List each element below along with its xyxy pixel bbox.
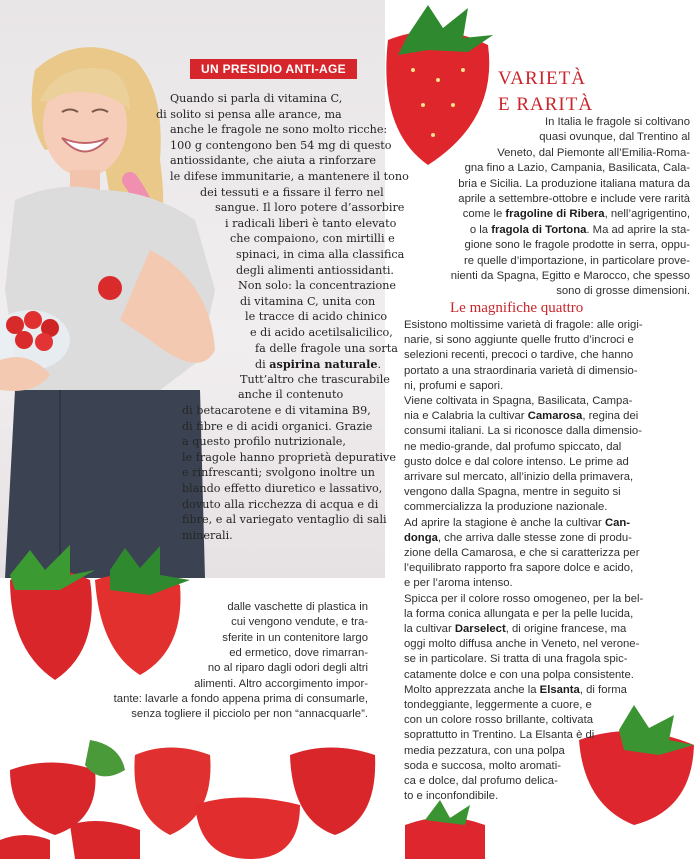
text-run: di solito si pensa alle arance, ma — [156, 107, 342, 121]
text-run: Molto apprezzata anche la — [404, 683, 540, 696]
intro-line — [470, 224, 690, 236]
text-run: i radicali liberi è tanto elevato — [225, 216, 397, 230]
text-run: ni, profumi e sapori. — [404, 379, 504, 392]
body-right-line — [404, 501, 607, 513]
left-column-line — [182, 529, 233, 542]
text-run: catamente dolce e con una polpa consistente. — [404, 668, 634, 681]
text-run: Tutt’altro che trascurabile — [240, 372, 390, 386]
text-run: , che arriva dalle stesse zone di produ- — [437, 531, 632, 544]
bold-term: Darselect — [454, 623, 506, 635]
left-column-line — [170, 123, 387, 136]
body-right-line — [404, 577, 513, 589]
text-run: la cultivar — [404, 623, 455, 635]
text-run: sferite in un contenitore largo — [222, 631, 368, 644]
title-line-1: VARIETÀ — [498, 68, 586, 89]
left-column-line — [182, 420, 372, 433]
text-run: se in particolare. Si tratta di una fragola spic- — [404, 653, 628, 666]
left-column-line — [170, 170, 409, 183]
title-line-2: E RARITÀ — [498, 94, 594, 115]
text-run: Esistono moltissime varietà di fragole: alle origi- — [404, 319, 643, 331]
text-run: gione sono le fragole prodotte in serra, oppu- — [464, 239, 690, 252]
text-run: commercializza la produzione nazionale. — [404, 501, 608, 514]
text-run: Veneto, dal Piemonte all’Emilia-Roma- — [497, 146, 690, 159]
left-column-line — [215, 201, 404, 214]
bold-term: Camarosa — [527, 410, 583, 423]
body-right-line — [404, 425, 642, 437]
text-run: di fibre e di acidi organici. Grazie — [182, 419, 373, 433]
body-right-line — [404, 547, 639, 559]
body-right-line — [404, 699, 592, 711]
body-right-line — [404, 380, 503, 392]
text-run: Ad aprire la stagione è anche la cultivar — [404, 516, 605, 529]
bottom-left-line — [222, 632, 368, 644]
body-right-line — [404, 593, 643, 605]
left-column-line — [240, 373, 390, 386]
left-column-line — [255, 342, 398, 355]
intro-line — [458, 178, 690, 190]
bottom-left-line — [227, 601, 368, 613]
left-column-line — [236, 248, 404, 261]
text-run: no al riparo dagli odori degli altri — [207, 662, 368, 675]
text-run: le difese immunitarie, a mantenere il tono — [170, 170, 409, 183]
intro-line — [463, 208, 690, 220]
body-right-line — [404, 760, 561, 772]
body-right-line — [404, 745, 565, 757]
body-right-line — [404, 319, 643, 331]
text-run: , regina dei — [582, 410, 639, 423]
text-run: anche il contenuto — [238, 388, 344, 402]
body-right-line — [404, 669, 634, 681]
body-right-line — [404, 349, 633, 361]
body-right-line — [404, 395, 632, 407]
body-right-line — [404, 471, 633, 483]
left-column-line — [182, 435, 346, 448]
left-column-line — [182, 513, 387, 526]
bold-term: donga — [404, 531, 438, 544]
text-run: e di acido acetilsalicilico, — [250, 326, 393, 339]
text-run: di betacarotene e di vitamina B9, — [182, 404, 371, 417]
text-run: re quelle d’importazione, in particolare prove- — [463, 254, 690, 267]
text-run: ed ermetico, dove rimarran- — [229, 646, 368, 659]
bottom-left-line — [208, 662, 368, 674]
text-run: Quando si parla di vitamina C, — [170, 92, 343, 105]
text-run: dei tessuti e a fissare il ferro nel — [200, 185, 384, 199]
left-column-line — [156, 108, 342, 121]
text-run: la forma conica allungata e per la pelle lucida, — [404, 607, 634, 620]
text-run: arrivare sul mercato, all’inizio della primavera, — [404, 471, 634, 483]
text-run: le tracce di acido chinico — [245, 310, 388, 324]
left-column-line — [170, 154, 376, 167]
body-right-line — [404, 441, 621, 453]
intro-line — [497, 147, 690, 159]
text-run: dovuto alla ricchezza di acqua e di — [182, 497, 379, 511]
intro-line — [465, 239, 690, 251]
text-run: fibre, e al variegato ventaglio di sali — [182, 513, 387, 527]
text-run: tante: lavarle a fondo appena prima di consumarle, — [113, 692, 368, 705]
left-column-line — [182, 498, 378, 511]
body-right-line — [404, 729, 594, 741]
text-run: quasi ovunque, dal Trentino al — [539, 131, 690, 144]
text-run: nienti da Spagna, Egitto e Marocco, che spesso — [450, 270, 690, 282]
intro-line — [458, 193, 690, 205]
body-right-line — [404, 562, 633, 574]
text-run: a questo profilo nutrizionale, — [182, 435, 346, 449]
text-run: minerali. — [182, 528, 233, 542]
text-run: bria e Sicilia. La produzione italiana matura da — [458, 177, 690, 190]
text-run: 100 g contengono ben 54 mg di questo — [170, 138, 392, 152]
bold-term: aspirina naturale — [269, 357, 378, 372]
text-run: spinaci, in cima alla classifica — [236, 248, 405, 261]
text-run: zione della Camarosa, e che si caratterizza per — [404, 547, 640, 559]
text-run: alimenti. Altro accorgimento impor- — [194, 677, 368, 690]
left-column-line — [238, 279, 396, 292]
intro-line — [545, 116, 690, 128]
intro-line — [451, 270, 690, 282]
body-right-line — [404, 684, 627, 696]
text-run: senza togliere il picciolo per non “annacquarle”. — [131, 708, 368, 721]
body-right-line — [404, 623, 626, 635]
left-column-line — [182, 451, 396, 464]
text-run: cui vengono vendute, e tra- — [231, 616, 368, 629]
left-column-line — [250, 326, 393, 339]
left-column-line — [230, 232, 395, 245]
left-column-line — [225, 217, 396, 230]
text-run: Spicca per il colore rosso omogeneo, per la bel- — [404, 592, 644, 605]
text-run: . Ma ad aprire la sta- — [586, 223, 690, 236]
body-right-line — [404, 334, 634, 346]
text-run: , nell’agrigentino, — [604, 208, 690, 221]
text-run: soda e succosa, molto aromati- — [404, 759, 561, 772]
text-run: tondeggiante, leggermente a cuore, e — [404, 699, 592, 711]
text-run: Non solo: la concentrazione — [238, 279, 397, 293]
text-run: anche le fragole ne sono molto ricche: — [170, 123, 388, 137]
text-run: antiossidante, che aiuta a rinforzare — [170, 154, 376, 168]
body-right-line — [404, 608, 633, 620]
left-column-line — [182, 466, 375, 479]
text-run: aprile a settembre-ottobre e include vere rarità — [458, 193, 690, 205]
text-run: e per l’aroma intenso. — [404, 577, 513, 590]
text-run: portato a una straordinaria varietà di dimensio- — [404, 364, 638, 377]
text-run: , di forma — [579, 683, 627, 696]
left-column-line — [255, 357, 381, 371]
text-run: dalle vaschette di plastica in — [227, 601, 368, 613]
left-column-line — [182, 404, 371, 417]
left-column-line — [170, 92, 342, 105]
text-run: con un colore rosso brillante, coltivata — [404, 714, 594, 727]
body-right-line — [404, 365, 638, 377]
body-right-line — [404, 653, 628, 665]
text-run: sangue. Il loro potere d’assorbire — [215, 201, 405, 215]
bottom-left-line — [131, 708, 368, 720]
text-run: In Italia le fragole si coltivano — [544, 116, 690, 128]
text-run: Viene coltivata in Spagna, Basilicata, Campa- — [404, 395, 633, 407]
text-run: fa delle fragole una sorta — [255, 341, 398, 355]
left-column-line — [245, 310, 387, 323]
text-run: o la — [469, 223, 492, 236]
intro-line — [464, 255, 690, 267]
section-badge: UN PRESIDIO ANTI-AGE — [190, 59, 357, 79]
bold-term: fragoline di Ribera — [505, 208, 605, 221]
body-right-line — [404, 532, 632, 544]
left-column-line — [238, 388, 343, 401]
bold-term: Elsanta — [539, 683, 580, 696]
text-run: gusto dolce e dal colore intenso. Le prime ad — [404, 455, 629, 468]
text-run: media pezzatura, con una polpa — [404, 744, 565, 757]
left-column-line — [200, 186, 384, 199]
text-run: blando effetto diuretico e lassativo, — [182, 482, 383, 495]
text-run: narie, si sono aggiunte quelle frutto d’incroci e — [404, 334, 634, 347]
text-run: di — [255, 358, 270, 372]
text-run: to e inconfondibile. — [404, 790, 499, 803]
text-run: degli alimenti antiossidanti. — [236, 263, 394, 277]
bottom-left-line — [114, 693, 368, 705]
text-run: vengono dalla Spagna, mentre in seguito si — [404, 486, 621, 499]
text-run: le fragole hanno proprietà depurative — [182, 450, 396, 464]
text-run: consumi italiani. La si riconosce dalla dimensio- — [404, 425, 642, 438]
intro-line — [465, 162, 690, 174]
text-run: ne medio-grande, dal profumo spiccato, dal — [404, 440, 622, 453]
text-run: , di origine francese, ma — [505, 623, 627, 635]
body-right-line — [404, 456, 629, 468]
text-run: soprattutto in Trentino. La Elsanta è di — [404, 729, 595, 742]
left-column-line — [170, 139, 391, 152]
text-run: l’equilibrato rapporto fra sapore dolce e acido, — [404, 562, 634, 575]
text-run: ca e dolce, dal profumo delica- — [404, 775, 558, 787]
text-run: gna fino a Lazio, Campania, Basilicata, Cala- — [464, 162, 690, 175]
body-right-line — [404, 775, 558, 787]
text-run: e rinfrescanti; svolgono inoltre un — [182, 466, 375, 480]
bottom-left-line — [194, 678, 368, 690]
text-run: selezioni recenti, precoci o tardive, che hanno — [404, 349, 634, 362]
text-run: che compaiono, con mirtilli e — [230, 232, 395, 246]
left-column-line — [236, 264, 394, 277]
bold-term: Can- — [604, 516, 631, 529]
left-column-line — [182, 482, 382, 495]
body-right-line — [404, 790, 498, 802]
text-run: nia e Calabria la cultivar — [404, 410, 528, 423]
left-column-line — [240, 295, 375, 308]
bottom-left-line — [231, 616, 368, 628]
text-run: di vitamina C, unita con — [240, 294, 376, 308]
bottom-left-line — [229, 647, 368, 659]
body-right-line — [404, 410, 638, 422]
body-right-line — [404, 638, 639, 650]
subheading: Le magnifiche quattro — [450, 300, 584, 316]
body-right-line — [404, 517, 630, 529]
text-run: come le — [462, 208, 506, 221]
text-run: sono di grosse dimensioni. — [556, 285, 690, 298]
intro-line — [539, 131, 690, 143]
text-run: . — [377, 358, 382, 372]
body-right-line — [404, 486, 621, 498]
body-right-line — [404, 714, 593, 726]
bold-term: fragola di Tortona — [491, 223, 587, 236]
intro-line — [556, 285, 690, 297]
text-run: oggi molto diffusa anche in Veneto, nel verone- — [404, 638, 640, 651]
